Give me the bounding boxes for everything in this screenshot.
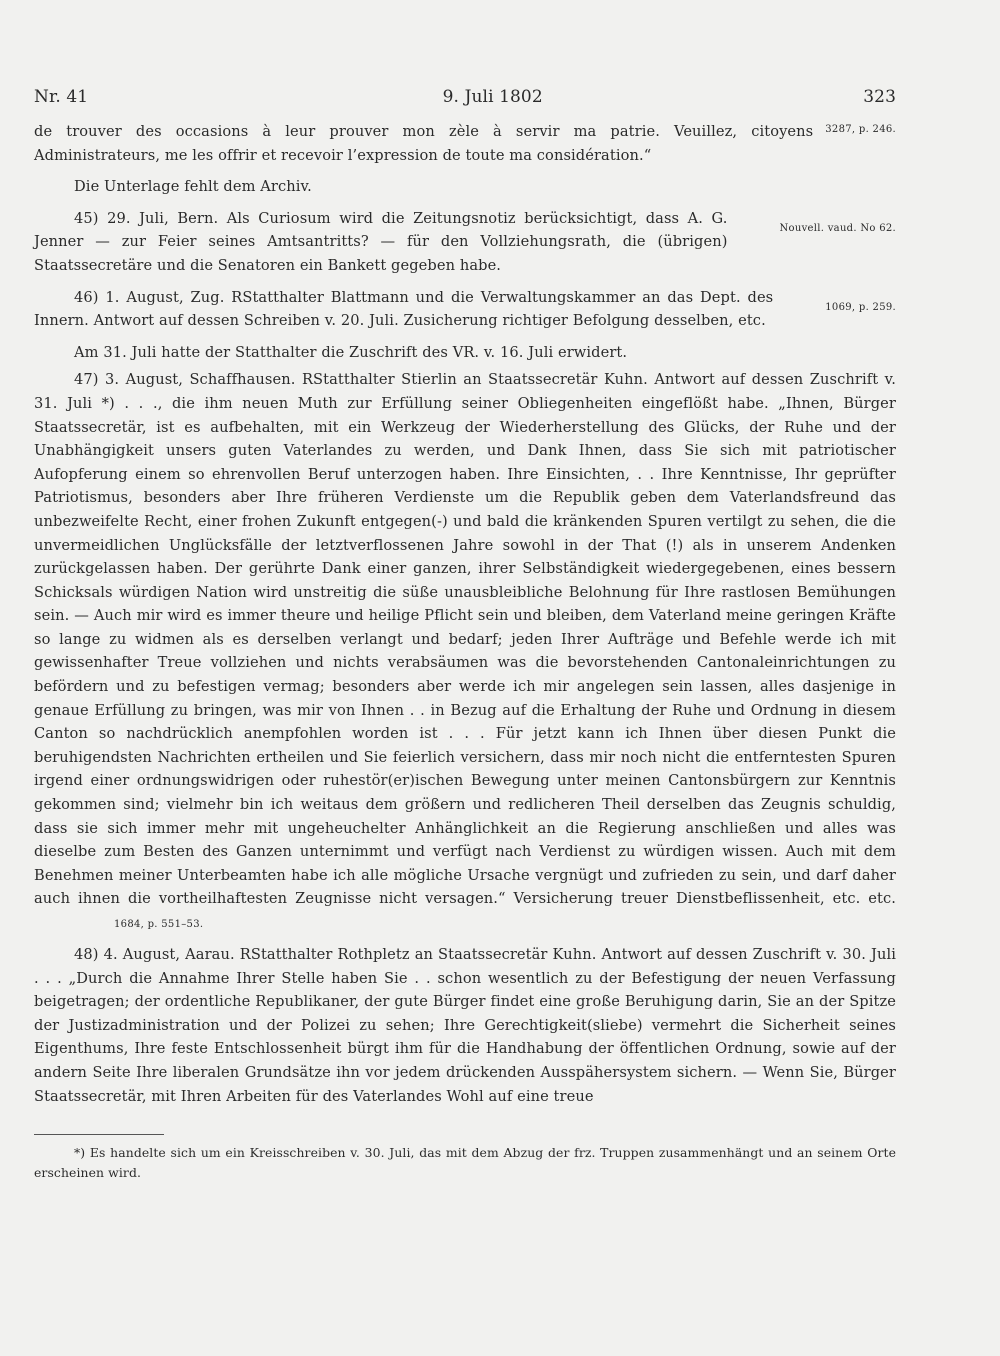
footnote xyxy=(34,1143,896,1183)
paragraph xyxy=(34,175,896,199)
paragraph-text: 45) 29. Juli, Bern. Als Curiosum wird die Zeitungsnotiz berücksichtigt, dass A. G. Jenner — zur Feier seines Amtsantritts? — für den Vollziehungsrath, die (übrigen) Staatssecretäre und die Senatoren ein Bankett gegeben habe. xyxy=(34,209,728,274)
document-number: Nr. 41 xyxy=(34,87,89,107)
archive-reference: Nouvell. vaud. No 62. xyxy=(779,222,896,234)
entry-48 xyxy=(34,943,896,1108)
running-header xyxy=(34,86,896,120)
document-page xyxy=(34,86,896,1183)
entry-47 xyxy=(34,368,896,935)
archive-reference: 3287, p. 246. xyxy=(825,124,896,135)
paragraph-text: de trouver des occasions à leur prouver mon zèle à servir ma patrie. Veuillez, citoyens Administrateurs, me les offrir et recevoir l’expression de toute ma considération.“ xyxy=(34,123,814,164)
footnote-text: Es handelte sich um ein Kreisschreiben v. 30. Juli, das mit dem Abzug der frz. Truppen zusammenhängt und an seinem Orte erscheinen wird. xyxy=(34,1145,897,1181)
paragraph-text: Die Unterlage fehlt dem Archiv. xyxy=(74,178,312,196)
archive-reference: 1684, p. 551–53. xyxy=(114,919,204,930)
entry-45 xyxy=(34,207,896,278)
archive-reference: 1069, p. 259. xyxy=(825,301,896,313)
paragraph-text: Am 31. Juli hatte der Statthalter die Zuschrift des VR. v. 16. Juli erwidert. xyxy=(74,343,628,361)
header-date: 9. Juli 1802 xyxy=(442,87,543,107)
footnote-divider xyxy=(34,1134,164,1135)
page-number: 323 xyxy=(863,87,896,107)
paragraph-text: 46) 1. August, Zug. RStatthalter Blattmann und die Verwaltungskammer an das Dept. des Innern. Antwort auf dessen Schreiben v. 20. Juli. Zusicherung richtiger Befolgung desselben, etc. xyxy=(34,288,774,330)
paragraph-text: 48) 4. August, Aarau. RStatthalter Rothpletz an Staatssecretär Kuhn. Antwort auf dessen Zuschrift v. 30. Juli . . . „Durch die Annahme Ihrer Stelle haben Sie . . schon wesentlich zu der Befestigung der neuen Verfassung beigetragen; der ordentliche Republikaner, der gute Bürger findet eine große Beruhigung darin, Sie an der Spitze der Justizadministration und der Polizei zu sehen; Ihre Gerechtigkeit(sliebe) vermehrt die Sicherheit seines Eigenthums, Ihre feste Entschlossenheit bürgt ihm für die Handhabung der öffentlichen Ordnung, sowie auf der andern Seite Ihre liberalen Grundsätze ihn vor jedem drückenden Ausspähersystem sichern. — Wenn Sie, Bürger Staatssecretär, mit Ihren Arbeiten für des Vaterlandes Wohl auf eine treue xyxy=(34,946,896,1105)
entry-46 xyxy=(34,286,896,333)
paragraph xyxy=(34,120,896,167)
footnote-marker: *) xyxy=(74,1145,86,1161)
paragraph-text: 47) 3. August, Schaffhausen. RStatthalter Stierlin an Staatssecretär Kuhn. Antwort auf dessen Zuschrift v. 31. Juli *) . . ., die ihm neuen Muth zur Erfüllung seiner Obliegenheiten eingeflößt habe. „Ihnen, Bürger Staatssecretär, ist es aufbehalten, mit ein Werkzeug der Wiederherstellung des Glücks, der Ruhe und der Unabhängigkeit unsers guten Vaterlandes zu werden, und Dank Ihnen, dass Sie sich mit patriotischer Aufopferung einem so ehrenvollen Beruf unterzogen haben. Ihre Einsichten, . . Ihre Kenntnisse, Ihr geprüfter Patriotismus, besonders aber Ihre früheren Verdienste um die Republik geben dem Vaterlandsfreund das unbezweifelte Recht, einer frohen Zukunft entgegen(-) und bald die kränkenden Spuren vertilgt zu sehen, die die unvermeidlichen Unglücksfälle der letztverflossenen Jahre sowohl in der That (!) als in unserem Andenken zurückgelassen haben. Der gerührte Dank einer ganzen, ihrer Selbständigkeit wiedergegebenen, eines bessern Schicksals würdigen Nation wird unstreitig die süße unausbleibliche Belohnung für Ihre rastlosen Bemühungen sein. — Auch mir wird es immer theure und heilige Pflicht sein und bleiben, dem Vaterland meine geringen Kräfte so lange zu widmen als es derselben verlangt und bedarf; jeden Ihrer Aufträge und Befehle werde ich mit gewissenhafter Treue vollziehen und nichts verabsäumen was die bevorstehenden Cantonaleinrichtungen zu befördern und zu befestigen vermag; besonders aber werde ich mir angelegen sein lassen, alles dasjenige in genaue Erfüllung zu bringen, was mir von Ihnen . . in Bezug auf die Erhaltung der Ruhe und Ordnung in diesem Canton so nachdrücklich anempfohlen worden ist . . . Für jetzt kann ich Ihnen über diesen Punkt die beruhigendsten Nachrichten ertheilen und Sie feierlich versichern, dass mir noch nicht die entferntesten Spuren irgend einer ordnungswidrigen oder ruhestör(er)ischen Bewegung unter meinen Cantonsbürgern zur Kenntnis gekommen sind; vielmehr bin ich weitaus dem größern und redlicheren Theil derselben das Zeugnis schuldig, dass sie sich immer mehr mit ungeheuchelter Anhänglichkeit an die Regierung anschließen und alles was dieselbe zum Besten des Ganzen unternimmt und verfügt nach Verdienst zu würdigen wissen. Auch mit dem Benehmen meiner Unterbeamten habe ich alle mögliche Ursache vergnügt und zufrieden zu sein, und darf daher auch ihnen die vortheilhaftesten Zeugnisse nicht versagen.“ Versicherung treuer Dienstbeflissenheit, etc. etc. xyxy=(34,371,896,908)
paragraph xyxy=(34,341,896,365)
